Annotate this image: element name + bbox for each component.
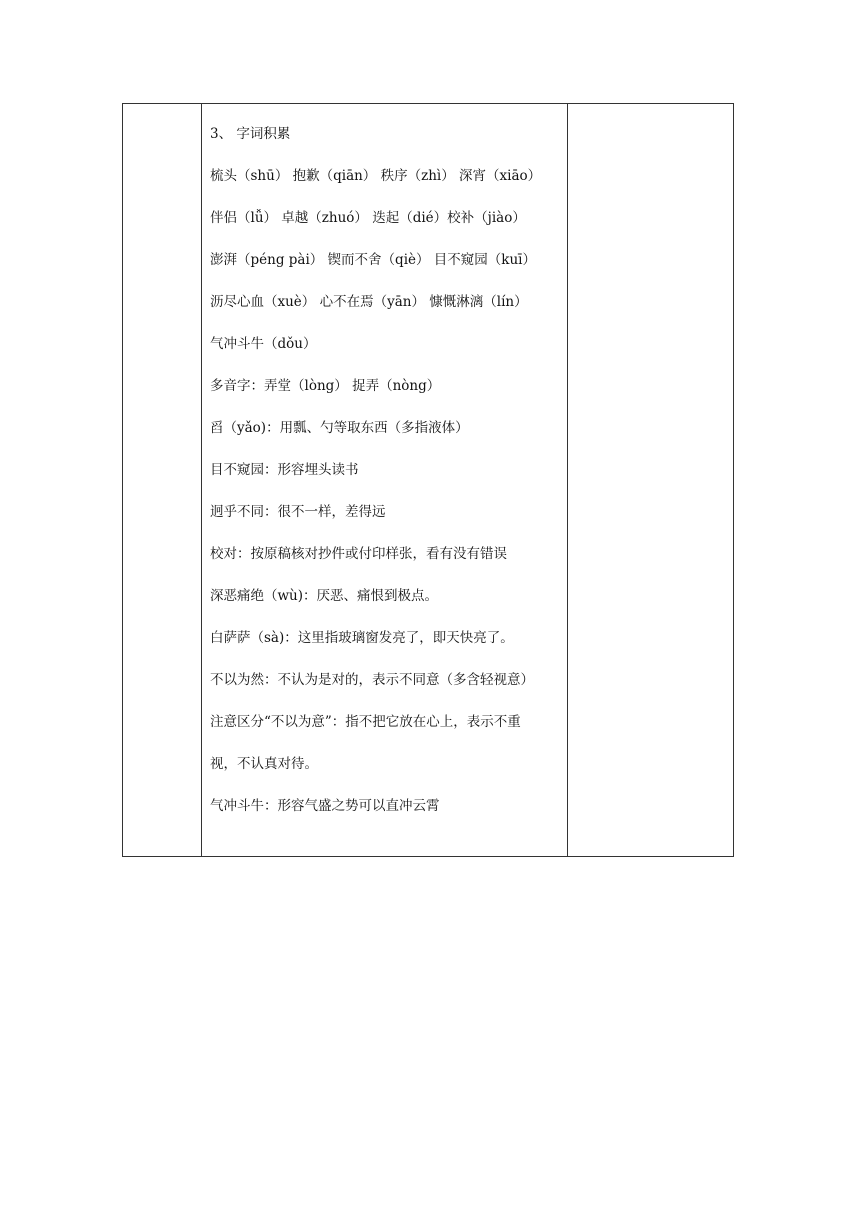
- definition-line: 舀（yǎo)：用瓢、勺等取东西（多指液体）: [210, 420, 469, 436]
- polyphone-line: 多音字：弄堂（lòng） 捉弄（nòng）: [210, 378, 441, 394]
- definition-line: 深恶痛绝（wù)：厌恶、痛恨到极点。: [210, 588, 439, 604]
- table-content-cell: [202, 104, 568, 856]
- definition-line: 气冲斗牛：形容气盛之势可以直冲云霄: [210, 798, 440, 814]
- document-table: [122, 103, 734, 857]
- table-right-cell: [568, 104, 733, 856]
- definition-line: 白萨萨（sà)：这里指玻璃窗发亮了，即天快亮了。: [210, 630, 514, 646]
- table-left-cell: [123, 104, 202, 856]
- definition-line: 不以为然：不认为是对的，表示不同意（多含轻视意）: [210, 672, 534, 688]
- definition-line: 注意区分“不以为意”：指不把它放在心上，表示不重: [210, 714, 521, 730]
- vocab-line-5: 气冲斗牛（dǒu）: [210, 336, 317, 352]
- definition-line: 目不窥园：形容埋头读书: [210, 462, 359, 478]
- vocab-line-1: 梳头（shū） 抱歉（qiān） 秩序（zhì） 深宵（xiāo）: [210, 168, 542, 184]
- definition-line: 校对：按原稿核对抄件或付印样张，看有没有错误: [210, 546, 507, 562]
- vocab-line-2: 伴侣（lǚ） 卓越（zhuó） 迭起（dié）校补（jiào）: [210, 210, 526, 226]
- definition-line: 迥乎不同：很不一样，差得远: [210, 504, 386, 520]
- section-heading: 3、 字词积累: [210, 126, 291, 142]
- vocab-line-4: 沥尽心血（xuè） 心不在焉（yān） 慷慨淋漓（lín）: [210, 294, 528, 310]
- definition-line: 视，不认真对待。: [210, 756, 318, 772]
- vocab-line-3: 澎湃（péng pài） 锲而不舍（qiè） 目不窥园（kuī）: [210, 252, 536, 268]
